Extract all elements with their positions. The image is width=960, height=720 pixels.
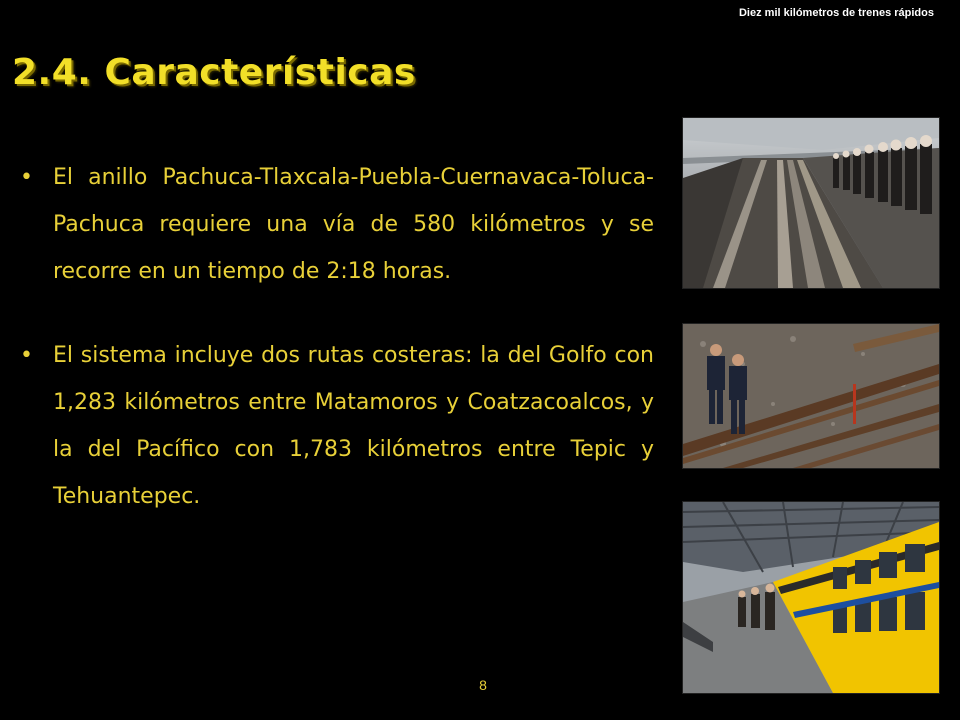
bullet-text: El sistema incluye dos rutas costeras: la del Golfo con 1,283 kilómetros entre Matamoros y Coatzacoalcos, y la del Pacífico con 1,783 kilómetros entre Tepic y Tehuantepec. — [53, 343, 654, 509]
slide-header: Diez mil kilómetros de trenes rápidos — [738, 7, 934, 19]
page-number: 8 — [479, 677, 487, 693]
bullet-list — [20, 154, 654, 520]
bullet-icon: • — [20, 343, 33, 368]
bullet-item — [20, 332, 654, 520]
bullet-text: El anillo Pachuca-Tlaxcala-Puebla-Cuernavaca-Toluca-Pachuca requiere una vía de 580 kilómetros y se recorre en un tiempo de 2:18 horas. — [53, 165, 654, 284]
platform-photo-image — [683, 118, 939, 288]
photo-station-platform — [682, 117, 940, 289]
bullet-item — [20, 154, 654, 295]
workers-photo-image — [683, 324, 939, 468]
bullet-icon: • — [20, 165, 33, 190]
photo-yellow-train — [682, 501, 940, 694]
photo-track-workers — [682, 323, 940, 469]
train-photo-image — [683, 502, 939, 693]
slide-title: 2.4. Características — [12, 52, 416, 93]
